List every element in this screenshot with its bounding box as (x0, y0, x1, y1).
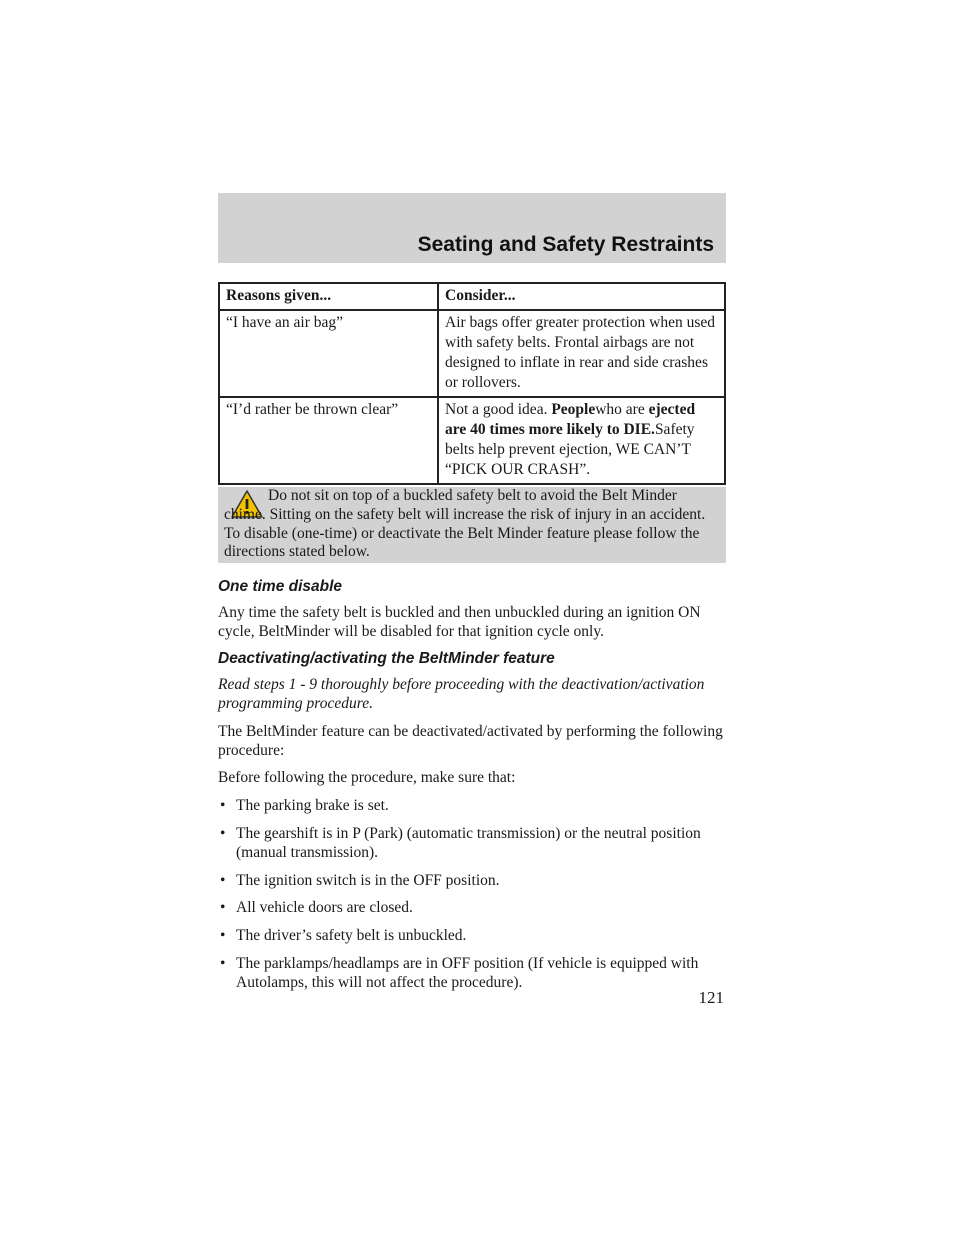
italic-note: Read steps 1 - 9 thoroughly before proceeding with the deactivation/activation programming procedure. (218, 676, 705, 712)
paragraph: Any time the safety belt is buckled and then unbuckled during an ignition ON cycle, BeltMinder will be disabled for that ignition cycle only. (218, 603, 701, 640)
reasons-table (218, 282, 726, 485)
warning-box (218, 487, 726, 563)
reason-cell: “I have an air bag” (219, 310, 438, 397)
list-item: • The ignition switch is in the OFF position. (218, 872, 726, 891)
list-item: • The gearshift is in P (Park) (automatic transmission) or the neutral position (manual transmission). (218, 825, 726, 863)
consider-text: Not a good idea. (445, 401, 552, 418)
page-number: 121 (698, 988, 724, 1007)
section-title: Seating and Safety Restraints (417, 233, 714, 256)
reason-cell: “I’d rather be thrown clear” (219, 397, 438, 484)
table-row (219, 310, 725, 397)
table-header-row (219, 283, 725, 310)
list-item: • The driver’s safety belt is unbuckled. (218, 927, 726, 946)
paragraph: The BeltMinder feature can be deactivated/activated by performing the following procedure: (218, 722, 723, 759)
list-item: • The parking brake is set. (218, 797, 726, 816)
column-header-consider: Consider... (438, 283, 725, 310)
consider-cell (438, 397, 725, 484)
column-header-reasons: Reasons given... (219, 283, 438, 310)
consider-bold-text: People (551, 401, 596, 418)
section-header-band (218, 193, 726, 263)
main-content (218, 578, 726, 1002)
consider-text: who are (595, 401, 649, 418)
consider-text: Safety belts help prevent ejection, WE CAN’T “PICK OUR CRASH”. (445, 421, 695, 478)
section-heading: Deactivating/activating the BeltMinder feature (218, 650, 555, 668)
consider-cell: Air bags offer greater protection when used with safety belts. Frontal airbags are not designed to inflate in rear and side crashes or rollovers. (438, 310, 725, 397)
checklist (218, 797, 726, 992)
list-item: • The parklamps/headlamps are in OFF position (If vehicle is equipped with Autolamps, this will not affect the procedure). (218, 955, 726, 993)
paragraph: Before following the procedure, make sure that: (218, 769, 516, 787)
consider-bold-text: ejected are 40 times more likely to DIE. (445, 401, 696, 438)
warning-text: Do not sit on top of a buckled safety belt to avoid the Belt Minder chime. Sitting on the safety belt will increase the risk of injury in an accident. To disable (one-time) or deactivate the Belt Minder feature please follow the directions stated below. (224, 487, 706, 561)
list-item: • All vehicle doors are closed. (218, 899, 726, 918)
section-heading: One time disable (218, 578, 343, 595)
table-row (219, 397, 725, 484)
